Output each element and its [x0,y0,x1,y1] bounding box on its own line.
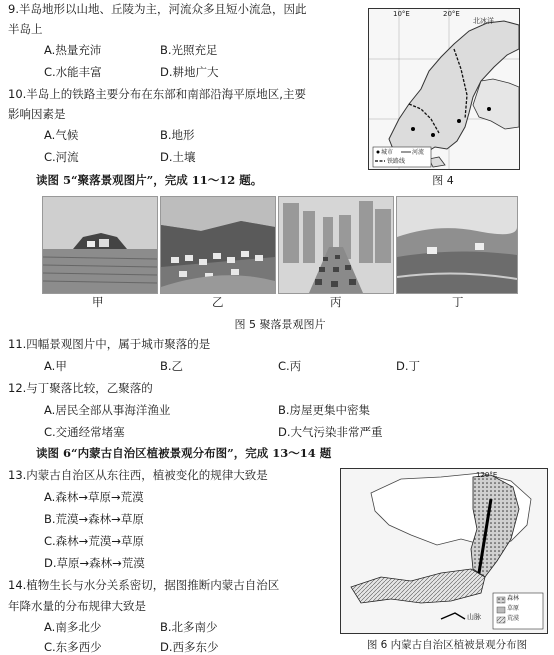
q9-option-a[interactable]: A.热量充沛 [44,43,102,57]
q10-option-c[interactable]: C.河流 [44,150,79,164]
q13-option-a[interactable]: A.森林→草原→荒漠 [44,490,144,504]
q13-option-c[interactable]: C.森林→荒漠→草原 [44,534,144,548]
photo-label-ding: 丁 [452,295,464,309]
figure-4-map [368,8,520,170]
read-figure-5-instruction: 读图 5“聚落景观图片”，完成 11～12 题。 [36,173,263,187]
figure-5-caption: 图 5 聚落景观图片 [234,318,326,331]
fig6-legend-desert: 荒漠 [507,615,520,622]
q14-stem-line2: 年降水量的分布规律大致是 [8,599,146,613]
q12-option-d[interactable]: D.大气污染非常严重 [278,425,383,439]
q10-option-b[interactable]: B.地形 [160,128,195,142]
photo-jia[interactable] [42,196,158,294]
q12-option-c[interactable]: C.交通经常堵塞 [44,425,125,439]
photo-label-bing: 丙 [330,295,342,309]
legend-city: 城市 [381,149,394,156]
q11-stem: 11.四幅景观图片中，属于城市聚落的是 [8,337,211,351]
fig6-legend-grassland: 草原 [507,605,520,612]
q9-option-d[interactable]: D.耕地广大 [160,65,219,79]
photo-label-jia: 甲 [92,295,104,309]
q9-stem-line2: 半岛上 [8,22,43,36]
legend-railway: 铁路线 [387,158,406,165]
q14-option-b[interactable]: B.北多南少 [160,620,218,634]
q13-stem: 13.内蒙古自治区从东往西，植被变化的规律大致是 [8,468,268,482]
q12-option-b[interactable]: B.房屋更集中密集 [278,403,371,417]
map-lon-label-1: 10°E [393,10,410,18]
q9-stem-line1: 9.半岛地形以山地、丘陵为主，河流众多且短小流急，因此 [8,2,307,16]
photo-ding[interactable] [396,196,518,294]
read-figure-6-instruction: 读图 6“内蒙古自治区植被景观分布图”，完成 13～14 题 [36,446,332,460]
photo-label-yi: 乙 [212,295,224,309]
figure-6-map [340,468,548,634]
photo-yi[interactable] [160,196,276,294]
photo-ding-svg [397,197,517,293]
q10-stem-line2: 影响因素是 [8,107,66,121]
q12-stem: 12.与丁聚落比较，乙聚落的 [8,381,153,395]
fig6-legend-forest: 森林 [507,595,520,602]
q12-option-a[interactable]: A.居民全部从事海洋渔业 [44,403,171,417]
q14-option-a[interactable]: A.南多北少 [44,620,102,634]
photo-jia-svg [43,197,157,293]
q13-option-d[interactable]: D.草原→森林→荒漠 [44,556,145,570]
q10-option-a[interactable]: A.气候 [44,128,79,142]
photo-bing-svg [279,197,393,293]
fig6-mountain-label: 山脉 [467,613,481,621]
legend-river: 河流 [412,149,425,156]
q11-option-c[interactable]: C.丙 [278,359,302,373]
q10-option-d[interactable]: D.土壤 [160,150,196,164]
figure-6-caption: 图 6 内蒙古自治区植被景观分布图 [366,639,528,651]
figure-4-caption: 图 4 [432,174,454,187]
q9-option-c[interactable]: C.水能丰富 [44,65,102,79]
q11-option-b[interactable]: B.乙 [160,359,184,373]
q14-option-d[interactable]: D.西多东少 [160,640,219,654]
q14-stem-line1: 14.植物生长与水分关系密切，据图推断内蒙古自治区 [8,578,280,592]
photo-yi-svg [161,197,275,293]
q11-option-d[interactable]: D.丁 [396,359,421,373]
map-ocean-label: 北冰洋 [473,17,494,25]
q14-option-c[interactable]: C.东多西少 [44,640,102,654]
photo-bing[interactable] [278,196,394,294]
q10-stem-line1: 10.半岛上的铁路主要分布在东部和南部沿海平原地区,主要 [8,87,306,101]
q9-option-b[interactable]: B.光照充足 [160,43,218,57]
q13-option-b[interactable]: B.荒漠→森林→草原 [44,512,144,526]
q11-option-a[interactable]: A.甲 [44,359,67,373]
map-lon-label-2: 20°E [443,10,460,18]
fig6-lon-label: 120°E [476,471,498,479]
